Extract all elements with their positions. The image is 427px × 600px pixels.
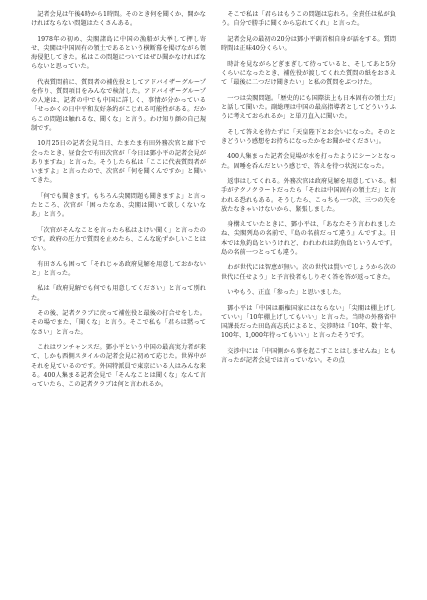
- right-paragraph: 記者会見の最初の20分は鄧小平副首相自身が話をする。質問時間は正味40分くらい。: [221, 35, 396, 52]
- left-paragraph: 私は「政府見解でも何でも用意してください」と言って別れた。: [31, 285, 206, 302]
- left-text-column: [31, 10, 206, 590]
- right-paragraph: 身構えていたときに、鄧小平は、「あなたそう言われましたね、尖閣列島の名前で、『島の名前だって違う』んですよ。日本では魚釣島というけれど、われわれは釣魚島というんです。島の名前一つとっても違う。: [221, 221, 396, 256]
- left-paragraph: 「何でも聞きます。もちろん尖閣問題も聞きますよ」と言ったところ、次官が「困ったなあ、尖閣は聞いて欲しくないなあ」と言う。: [31, 192, 206, 218]
- left-paragraph: その後、記者クラブに戻って補佐役と最後の打合せをした。その場でまた、「聞くな」と言う。そこで私も「君らは黙ってなさい」と言った。: [31, 310, 206, 336]
- left-paragraph: 記者会見は午後4時から1時間。そのとき何を聞くか、開かなければならない問題はたくさんある。: [31, 11, 206, 28]
- left-paragraph: 1978年の初め、尖閣諸島に中国の漁船が大挙して押し寄せ、尖閣は中国固有の領土であるという横断幕を掲げながら領海侵犯してきた。私はこの問題についてはぜひ聞かなければならないと思っていた。: [31, 35, 206, 71]
- right-paragraph: 400人集まった記者会見場が水を打ったようにシーンとなった。固唾を呑んだという感じで、答えを待つ状況になった。: [221, 153, 396, 170]
- left-paragraph: 代表質問前に、質問者の補佐役としてアドバイザーグループを作り、質問項目をみんなで検討した。アドバイザーグループの人達は、記者の中でも中国に詳しく、事情が分かっている「せっかくの日中平和友好条約がこじれる可能性がある。だからこの問題は触れるな、聞くな」と言う。わけ知り顔の自己規制です。: [31, 78, 206, 132]
- right-paragraph: いやもう、正直「参った」と思いました。: [227, 289, 345, 297]
- right-text-column: [221, 10, 396, 590]
- right-paragraph: そして答えを待たずに「天皇陛下とお会いになった。そのときどういう感想をお持ちになったかをお聞かせください」。: [221, 128, 396, 145]
- right-paragraph: 一つは尖閣問題。「歴史的にも国際法上も日本固有の領土だ」と話して聞いた。副総理は中国の最高指導者としてどういうふうに考えておられるか」と単刀直入に聞いた。: [221, 94, 396, 120]
- right-paragraph: そこで私は「君らはもうこの問題は忘れろ。全責任は私が負う。自分で勝手に聞くから忘れてくれ」と言った。: [221, 11, 396, 28]
- right-paragraph: 鄧小平は「中国は覇権国家にはならない」「尖閣は棚上げしていい」「10年棚上げしてもいい」と言った。当時の外務省中国課長だった田島高志氏によると、交渉時は「10年、数十年、100年、1,000年待ってもいい」と言ったそうです。: [221, 304, 396, 340]
- right-paragraph: 返事はしてくれる。外務次官は政府見解を用意している。相手がテクノクラートだったら「それは中国固有の領土だ」と言われる恐れもある。そうしたら、こっちも一つ次、三つの矢を放たなきゃいけないから、緊張しました。: [221, 178, 396, 213]
- right-paragraph: 交渉中には「中国側から事を起こすことはしませんね」とも言ったが記者会見では言っていない。その点: [221, 348, 396, 365]
- left-paragraph: これはワンチャンスだ。鄧小平という中国の最高実力者が来て、しかも西側スタイルの記者会見に初めて応じた。世界中がそれを見ているのです。外国特派員で東京にいる人はみんな来る。400人集まる記者会見で「そんなことは聞くな」なんて言っていたら、この記者クラブは何と言われるか。: [31, 344, 206, 388]
- right-paragraph: 時計を見ながらどぎまぎして待っていると、そしてあと5分くらいになったとき、補佐役が渡してくれた質問の紙をおさえて「最後に二つだけ聞きたい」と私の質問をぶつけた。: [221, 60, 396, 86]
- left-paragraph: 有田さんも困って「それじゃあ政府見解を用意しておかないと」と言った。: [31, 260, 206, 277]
- left-paragraph: 10月25日の記者会見当日、たまたま有田外務次官と廊下で会ったとき、昼食会で有田次官が「今日は鄧小平の記者会見がありますね」と言った。そうしたら私は「ここに代表質問者がいますよ」と言ったので、次官が「何を聞くんですか」と聞いてきた。: [31, 140, 206, 184]
- left-paragraph: 「次官がそんなことを言ったら私はよけい聞く」と言ったのです。政府の圧力で質問を止めたら、こんな恥ずかしいことはない。: [31, 226, 206, 252]
- right-paragraph: わが世代には智恵が無い。次の世代は賢いでしょうから次の世代に任せよう」と予言役者もしりぞく答を答が返ってきた。: [221, 264, 396, 281]
